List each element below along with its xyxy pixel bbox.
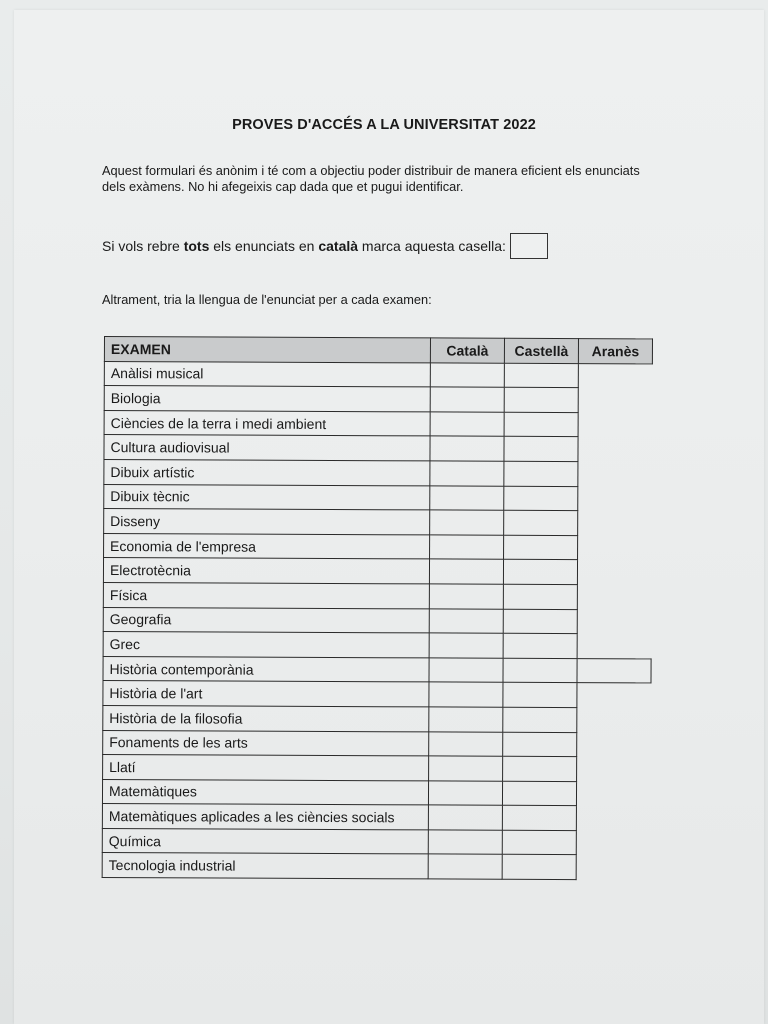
exam-name: Dibuix tècnic xyxy=(104,484,430,510)
all-catalan-label: Si vols rebre tots els enunciats en català marca aquesta casella: xyxy=(102,238,506,254)
exam-language-table xyxy=(102,336,653,880)
header-aranes: Aranès xyxy=(578,339,652,364)
table-row xyxy=(103,730,651,757)
aranes-unavailable-cell xyxy=(577,585,651,610)
aranes-unavailable-cell xyxy=(578,437,652,462)
header-exam: EXAMEN xyxy=(104,337,430,363)
castella-checkbox-cell[interactable] xyxy=(503,683,577,708)
catala-checkbox-cell[interactable] xyxy=(430,510,504,535)
aranes-unavailable-cell xyxy=(577,732,651,757)
table-row xyxy=(103,558,651,585)
table-row xyxy=(104,509,652,536)
table-row xyxy=(103,632,651,659)
exam-name: Electrotècnia xyxy=(103,558,429,584)
exam-name: Matemàtiques aplicades a les ciències socials xyxy=(102,804,428,830)
aranes-checkbox-cell[interactable] xyxy=(577,658,651,683)
catala-checkbox-cell[interactable] xyxy=(428,805,502,830)
exam-name: Matemàtiques xyxy=(102,779,428,805)
exam-name: Química xyxy=(102,828,428,854)
aranes-unavailable-cell xyxy=(578,535,652,560)
aranes-unavailable-cell xyxy=(576,806,650,831)
catala-checkbox-cell[interactable] xyxy=(428,781,502,806)
castella-checkbox-cell[interactable] xyxy=(503,756,577,781)
aranes-unavailable-cell xyxy=(577,609,651,634)
table-header-row xyxy=(104,337,652,364)
header-catala: Català xyxy=(430,338,504,363)
exam-name: Grec xyxy=(103,632,429,658)
exam-name: Cultura audiovisual xyxy=(104,435,430,461)
catala-checkbox-cell[interactable] xyxy=(429,756,503,781)
castella-checkbox-cell[interactable] xyxy=(503,658,577,683)
castella-checkbox-cell[interactable] xyxy=(502,855,576,880)
aranes-unavailable-cell xyxy=(577,683,651,708)
table-row xyxy=(103,705,651,732)
catala-checkbox-cell[interactable] xyxy=(429,608,503,633)
castella-checkbox-cell[interactable] xyxy=(502,830,576,855)
castella-checkbox-cell[interactable] xyxy=(504,486,578,511)
exam-name: Història de l'art xyxy=(103,681,429,707)
table-row xyxy=(103,681,651,708)
aranes-unavailable-cell xyxy=(576,781,650,806)
castella-checkbox-cell[interactable] xyxy=(503,584,577,609)
castella-checkbox-cell[interactable] xyxy=(504,535,578,560)
exam-name: Història contemporània xyxy=(103,656,429,682)
table-row xyxy=(102,804,650,831)
aranes-unavailable-cell xyxy=(578,388,652,413)
exam-name: Biologia xyxy=(104,386,430,412)
catala-checkbox-cell[interactable] xyxy=(429,584,503,609)
exam-name: Física xyxy=(103,582,429,608)
intro-line-2: dels exàmens. No hi afegeixis cap dada que et pugui identificar. xyxy=(102,178,464,194)
catala-checkbox-cell[interactable] xyxy=(430,485,504,510)
catala-checkbox-cell[interactable] xyxy=(430,461,504,486)
exam-name: Geografia xyxy=(103,607,429,633)
catala-checkbox-cell[interactable] xyxy=(428,854,502,879)
exam-name: Història de la filosofia xyxy=(103,705,429,731)
aranes-unavailable-cell xyxy=(576,830,650,855)
catala-checkbox-cell[interactable] xyxy=(430,387,504,412)
aranes-unavailable-cell xyxy=(578,486,652,511)
table-row xyxy=(104,484,652,511)
exam-name: Llatí xyxy=(103,755,429,781)
intro-line-1: Aquest formulari és anònim i té com a objectiu poder distribuir de manera eficient els enunciats xyxy=(102,163,640,178)
catala-checkbox-cell[interactable] xyxy=(429,559,503,584)
table-row xyxy=(104,533,652,560)
exam-name: Economia de l'empresa xyxy=(104,533,430,559)
alternative-instruction: Altrament, tria la llengua de l'enunciat per a cada examen: xyxy=(102,292,432,307)
aranes-unavailable-cell xyxy=(577,634,651,659)
table-row xyxy=(102,853,650,880)
castella-checkbox-cell[interactable] xyxy=(504,387,578,412)
table-row xyxy=(104,435,652,462)
table-row xyxy=(104,361,652,388)
aranes-unavailable-cell xyxy=(577,707,651,732)
exam-name: Dibuix artístic xyxy=(104,459,430,485)
castella-checkbox-cell[interactable] xyxy=(503,633,577,658)
castella-checkbox-cell[interactable] xyxy=(503,609,577,634)
catala-checkbox-cell[interactable] xyxy=(428,830,502,855)
aranes-unavailable-cell xyxy=(578,412,652,437)
catala-checkbox-cell[interactable] xyxy=(429,731,503,756)
catala-checkbox-cell[interactable] xyxy=(430,535,504,560)
table-row xyxy=(104,459,652,486)
all-catalan-row xyxy=(102,233,548,259)
exam-name: Fonaments de les arts xyxy=(103,730,429,756)
exam-name: Tecnologia industrial xyxy=(102,853,428,879)
castella-checkbox-cell[interactable] xyxy=(504,510,578,535)
aranes-unavailable-cell xyxy=(578,363,652,388)
castella-checkbox-cell[interactable] xyxy=(504,363,578,388)
aranes-unavailable-cell xyxy=(578,462,652,487)
castella-checkbox-cell[interactable] xyxy=(504,461,578,486)
catala-checkbox-cell[interactable] xyxy=(430,412,504,437)
aranes-unavailable-cell xyxy=(577,757,651,782)
catala-checkbox-cell[interactable] xyxy=(429,682,503,707)
castella-checkbox-cell[interactable] xyxy=(504,437,578,462)
all-catalan-checkbox[interactable] xyxy=(510,233,548,259)
catala-checkbox-cell[interactable] xyxy=(430,436,504,461)
catala-checkbox-cell[interactable] xyxy=(429,707,503,732)
castella-checkbox-cell[interactable] xyxy=(503,732,577,757)
aranes-unavailable-cell xyxy=(578,511,652,536)
aranes-unavailable-cell xyxy=(577,560,651,585)
table-row xyxy=(103,755,651,782)
table-row xyxy=(103,607,651,634)
castella-checkbox-cell[interactable] xyxy=(504,412,578,437)
intro-paragraph xyxy=(102,163,682,194)
header-castella: Castellà xyxy=(504,338,578,363)
exam-name: Disseny xyxy=(104,509,430,535)
document-title: PROVES D'ACCÉS A LA UNIVERSITAT 2022 xyxy=(232,117,536,133)
castella-checkbox-cell[interactable] xyxy=(502,806,576,831)
table-row xyxy=(103,656,651,683)
aranes-unavailable-cell xyxy=(576,855,650,880)
table-row xyxy=(103,582,651,609)
castella-checkbox-cell[interactable] xyxy=(503,560,577,585)
table-row xyxy=(104,410,652,437)
catala-checkbox-cell[interactable] xyxy=(429,633,503,658)
castella-checkbox-cell[interactable] xyxy=(503,707,577,732)
castella-checkbox-cell[interactable] xyxy=(502,781,576,806)
table-row xyxy=(102,828,650,855)
catala-checkbox-cell[interactable] xyxy=(430,363,504,388)
table-row xyxy=(102,779,650,806)
catala-checkbox-cell[interactable] xyxy=(429,658,503,683)
exam-name: Ciències de la terra i medi ambient xyxy=(104,410,430,436)
table-row xyxy=(104,386,652,413)
exam-name: Anàlisi musical xyxy=(104,361,430,387)
